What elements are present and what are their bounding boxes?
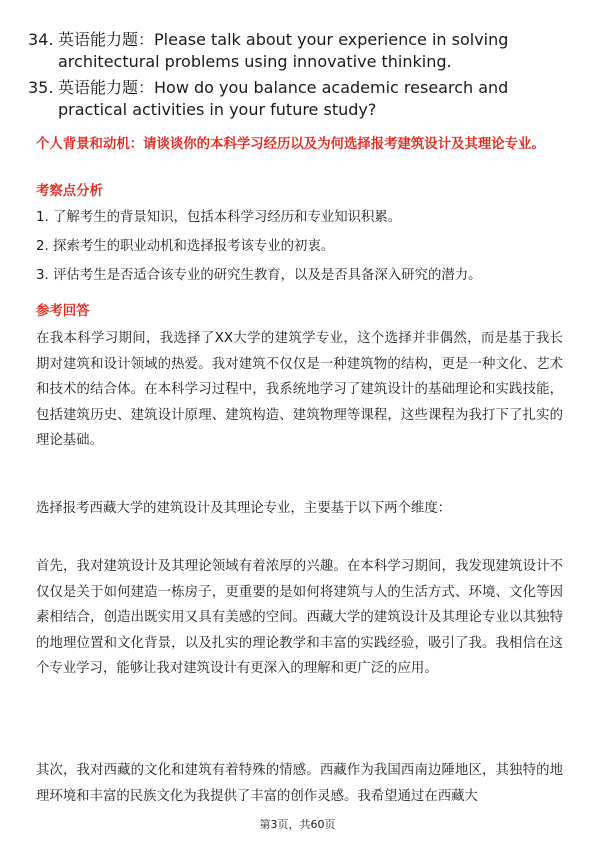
answer-paragraph: 首先，我对建筑设计及其理论领域有着浓厚的兴趣。在本科学习期间，我发现建筑设计不仅仅是关于如何建造一栋房子，更重要的是如何将建筑与人的生活方式、环境、文化等因素相结合，创造出既实用又具有美感的空间。西藏大学的建筑设计及其理论专业以其独特的地理位置和文化背景，以及扎实的理论教学和丰富的实践经验，吸引了我。我相信在这个专业学习，能够让我对建筑设计有更深入的理解和更广泛的应用。 bbox=[36, 559, 563, 677]
page-footer: 第3页，共60页 bbox=[259, 818, 336, 831]
answer-heading: 参考回答 bbox=[36, 304, 90, 319]
answer-paragraph: 选择报考西藏大学的建筑设计及其理论专业，主要基于以下两个维度： bbox=[36, 501, 452, 516]
question-number: 35. bbox=[28, 78, 54, 97]
question-text: 英语能力题：Please talk about your experience in solving architectural problems using innovative thinking. bbox=[58, 30, 509, 71]
analysis-item: 2. 探索考生的职业动机和选择报考该专业的初衷。 bbox=[36, 239, 335, 254]
question-number: 34. bbox=[28, 30, 54, 49]
section-title: 个人背景和动机：请谈谈你的本科学习经历以及为何选择报考建筑设计及其理论专业。 bbox=[36, 137, 545, 152]
question-34 bbox=[28, 29, 568, 73]
question-35 bbox=[28, 77, 568, 121]
analysis-item: 1. 了解考生的背景知识，包括本科学习经历和专业知识积累。 bbox=[36, 210, 402, 225]
analysis-heading: 考察点分析 bbox=[36, 184, 103, 199]
answer-paragraph: 在我本科学习期间，我选择了XX大学的建筑学专业，这个选择并非偶然，而是基于我长期对建筑和设计领域的热爱。我对建筑不仅仅是一种建筑物的结构，更是一种文化、艺术和技术的结合体。在本科学习过程中，我系统地学习了建筑设计的基础理论和实践技能，包括建筑历史、建筑设计原理、建筑构造、建筑物理等课程，这些课程为我打下了扎实的理论基础。 bbox=[36, 331, 563, 449]
answer-paragraph: 其次，我对西藏的文化和建筑有着特殊的情感。西藏作为我国西南边陲地区，其独特的地理环境和丰富的民族文化为我提供了丰富的创作灵感。我希望通过在西藏大 bbox=[36, 763, 563, 804]
question-text: 英语能力题：How do you balance academic research and practical activities in your future study? bbox=[58, 78, 509, 119]
analysis-item: 3. 评估考生是否适合该专业的研究生教育，以及是否具备深入研究的潜力。 bbox=[36, 268, 482, 283]
